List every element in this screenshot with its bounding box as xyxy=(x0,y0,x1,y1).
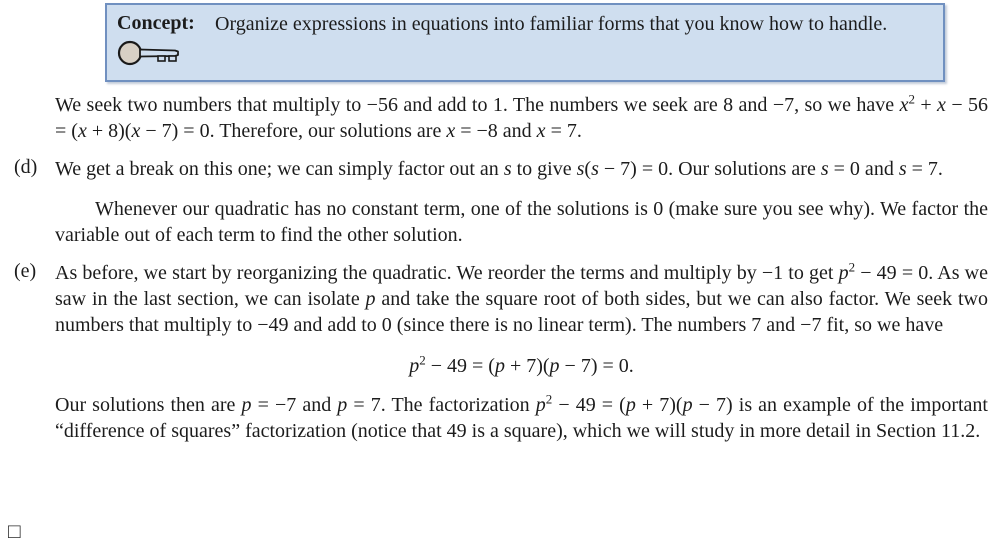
math-variable: p xyxy=(625,394,636,416)
math-variable: x xyxy=(77,120,87,142)
text-run: + 7)( xyxy=(635,394,683,416)
math-variable: s xyxy=(591,158,599,180)
item-d-body xyxy=(55,156,988,248)
math-variable: p xyxy=(682,394,693,416)
math-variable: p xyxy=(535,394,546,416)
key-icon xyxy=(117,38,201,74)
math-variable: s xyxy=(503,158,512,180)
concept-box xyxy=(105,3,945,82)
text-run: = 7. xyxy=(545,120,582,142)
text-run: − 56 = ( xyxy=(55,94,988,142)
text-run: As before, we start by reorganizing the quadratic. We reorder the terms and multiply by −1 to get xyxy=(55,262,839,284)
solution-item-d xyxy=(0,156,1006,248)
math-exponent: 2 xyxy=(908,91,915,107)
math-variable: p xyxy=(549,355,560,377)
solution-paragraph-continuation xyxy=(55,92,988,144)
item-d-note-paragraph xyxy=(55,196,988,248)
text-run: and take the square root of both sides, but we can also factor. We seek two numbers that multiply to −49 and add to 0 (since there is no linear term). The numbers 7 and −7 fit, so we have xyxy=(55,288,988,336)
text-run: = −8 and xyxy=(455,120,537,142)
item-d-paragraph xyxy=(55,156,988,182)
text-run: − 7) = 0. xyxy=(559,355,634,377)
math-exponent: 2 xyxy=(848,259,856,275)
item-e-body xyxy=(55,260,988,444)
math-variable: x xyxy=(536,120,546,142)
text-run: = 7. xyxy=(906,158,943,180)
math-variable: p xyxy=(365,288,376,310)
concept-box-left-column xyxy=(117,11,201,74)
math-variable: p xyxy=(241,394,252,416)
concept-text: Organize expressions in equations into familiar forms that you know how to handle. xyxy=(215,13,888,35)
math-variable: p xyxy=(409,355,420,377)
text-run: = 0 and xyxy=(828,158,899,180)
text-run: + 7)( xyxy=(504,355,550,377)
text-run: − 49 = ( xyxy=(425,355,495,377)
text-run: − 49 = ( xyxy=(552,394,626,416)
math-variable: x xyxy=(446,120,456,142)
text-run: − 7) = 0. Therefore, our solutions are xyxy=(140,120,447,142)
text-run: + 8)( xyxy=(86,120,132,142)
item-e-label: (e) xyxy=(14,260,37,282)
math-variable: p xyxy=(838,262,849,284)
text-run: − 49 = 0. As we saw in the last section, we can isolate xyxy=(55,262,988,310)
text-run: − 7) = 0. Our solutions are xyxy=(598,158,821,180)
math-exponent: 2 xyxy=(545,391,553,407)
math-variable: p xyxy=(494,355,505,377)
text-run: = 7. The factorization xyxy=(347,394,536,416)
item-e-closing-paragraph xyxy=(55,392,988,444)
item-e-paragraph xyxy=(55,260,988,338)
text-run: Whenever our quadratic has no constant term, one of the solutions is 0 (make sure you see why). We factor the variable out of each term to find the other solution. xyxy=(55,198,988,246)
math-variable: x xyxy=(937,94,946,116)
math-variable: x xyxy=(899,94,909,116)
math-exponent: 2 xyxy=(419,352,426,368)
math-variable: s xyxy=(898,158,907,180)
math-variable: s xyxy=(820,158,829,180)
displayed-equation xyxy=(55,352,988,380)
end-of-solution-square: □ xyxy=(8,519,21,543)
textbook-page xyxy=(0,3,1006,546)
math-variable: x xyxy=(131,120,141,142)
math-variable: s xyxy=(576,158,585,180)
text-run: = −7 and xyxy=(251,394,338,416)
text-run: We get a break on this one; we can simply factor out an xyxy=(55,158,504,180)
text-run: We seek two numbers that multiply to −56 and add to 1. The numbers we seek are 8 and −7, so we have xyxy=(55,94,900,116)
text-run: ( xyxy=(584,158,592,180)
solution-item-e xyxy=(0,260,1006,444)
concept-label: Concept: xyxy=(117,12,195,34)
text-run: + xyxy=(914,94,938,116)
text-run: − 7) is an example of the important “difference of squares” factorization (notice that 49 is a square), which we will study in more detail in Section 11.2. xyxy=(55,394,988,442)
text-run: to give xyxy=(511,158,577,180)
item-d-label: (d) xyxy=(14,156,38,178)
text-run: Our solutions then are xyxy=(55,394,242,416)
math-variable: p xyxy=(337,394,348,416)
